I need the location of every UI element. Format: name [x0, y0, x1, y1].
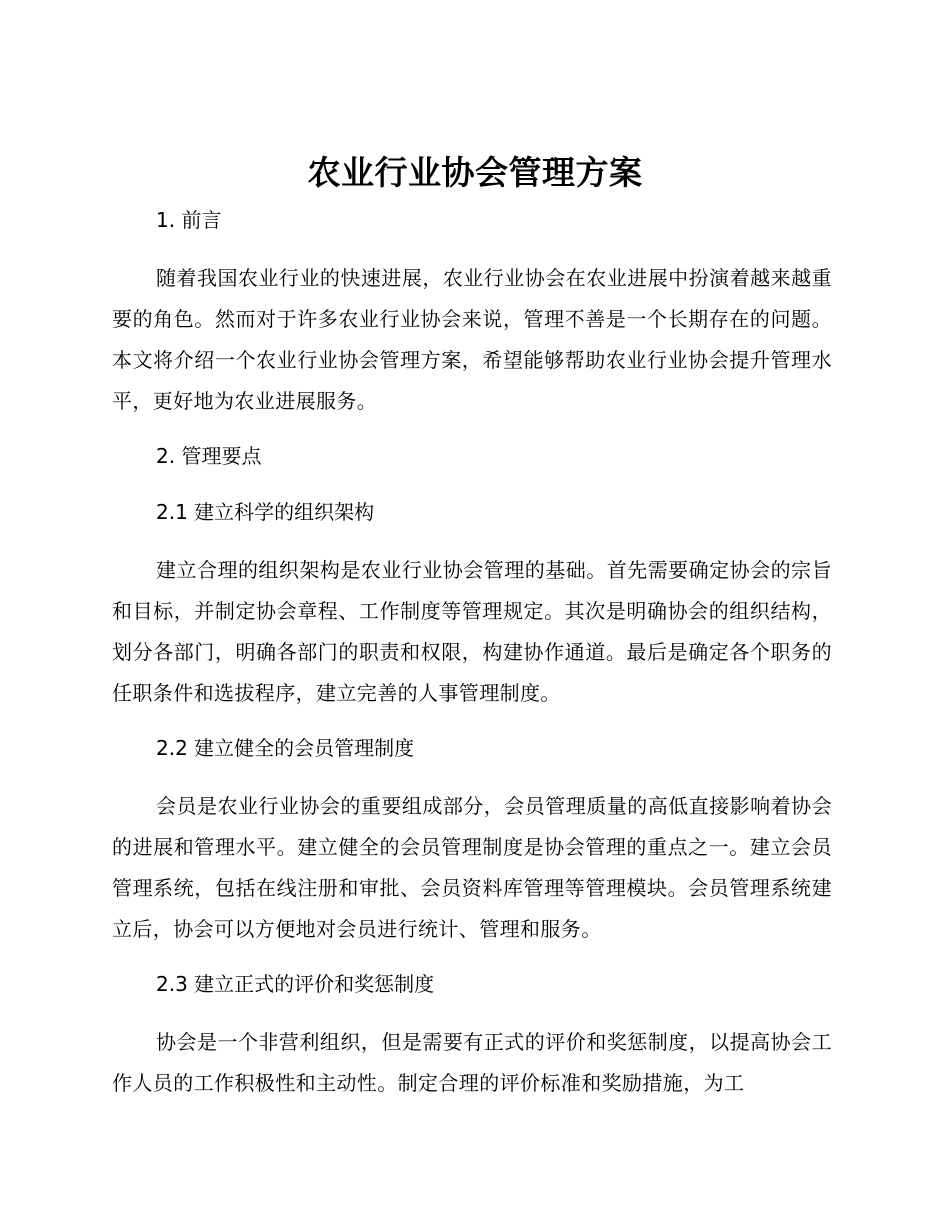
section-heading-intro: 1. 前言: [156, 208, 222, 232]
document-title: 农业行业协会管理方案: [307, 153, 643, 192]
section-heading-key-points: 2. 管理要点: [156, 444, 262, 468]
section-heading-2-3: 2.3 建立正式的评价和奖惩制度: [156, 972, 435, 996]
paragraph-2-1: 建立合理的组织架构是农业行业协会管理的基础。首先需要确定协会的宗旨和目标，并制定协会章程、工作制度等管理规定。其次是明确协会的组织结构，划分各部门，明确各部门的职责和权限，构建协作通道。最后是确定各个职务的任职条件和选拔程序，建立完善的人事管理制度。: [112, 558, 832, 705]
section-heading-2-2: 2.2 建立健全的会员管理制度: [156, 736, 415, 760]
paragraph-2-3: 协会是一个非营利组织，但是需要有正式的评价和奖惩制度，以提高协会工作人员的工作积极性和主动性。制定合理的评价标准和奖励措施，为工: [112, 1030, 832, 1095]
paragraph-2-2: 会员是农业行业协会的重要组成部分，会员管理质量的高低直接影响着协会的进展和管理水平。建立健全的会员管理制度是协会管理的重点之一。建立会员管理系统，包括在线注册和审批、会员资料库管理等管理模块。会员管理系统建立后，协会可以方便地对会员进行统计、管理和服务。: [112, 794, 832, 941]
section-heading-2-1: 2.1 建立科学的组织架构: [156, 500, 375, 524]
paragraph-intro: 随着我国农业行业的快速进展，农业行业协会在农业进展中扮演着越来越重要的角色。然而对于许多农业行业协会来说，管理不善是一个长期存在的问题。本文将介绍一个农业行业协会管理方案，希望能够帮助农业行业协会提升管理水平，更好地为农业进展服务。: [112, 266, 832, 413]
